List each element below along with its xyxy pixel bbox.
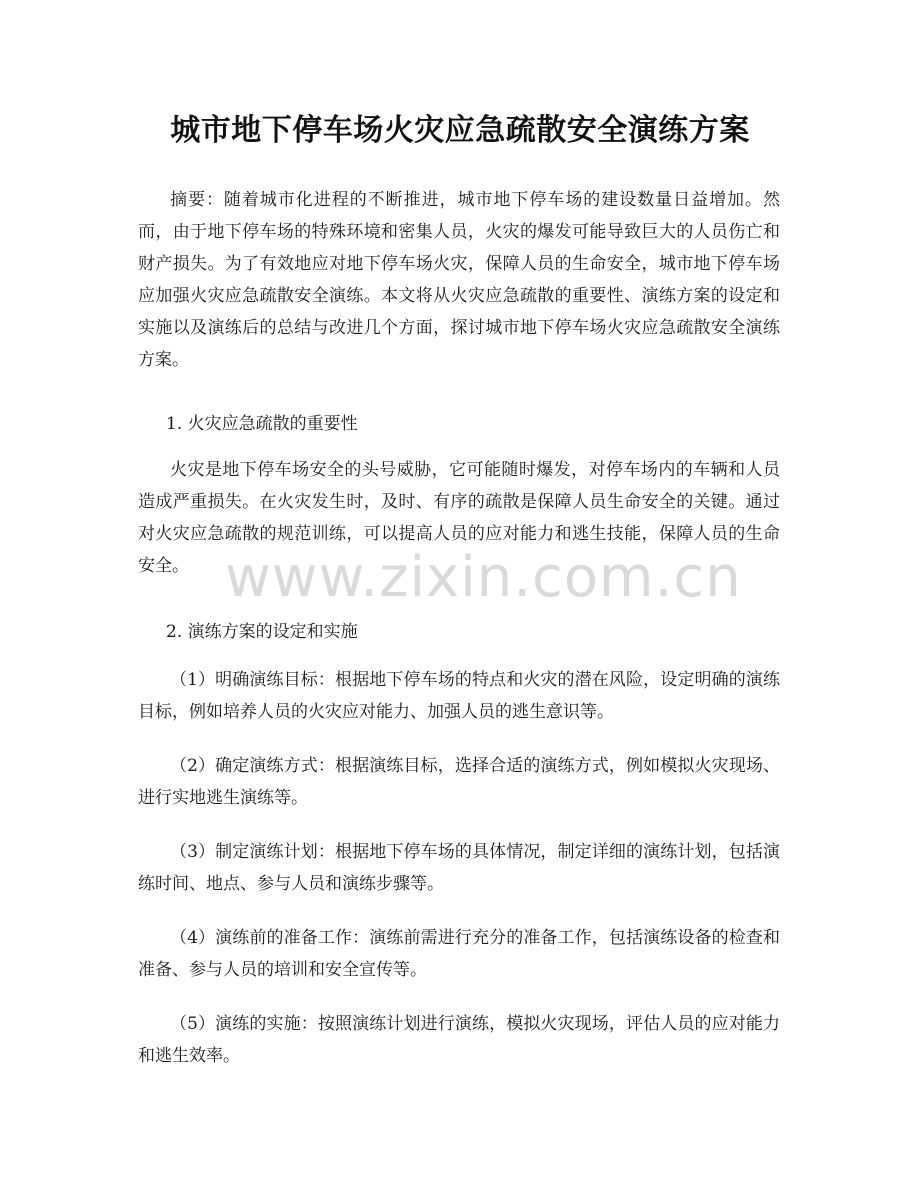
list-item-1: （1）明确演练目标：根据地下停车场的特点和火灾的潜在风险，设定明确的演练目标，例如培养人员的火灾应对能力、加强人员的逃生意识等。 bbox=[138, 670, 780, 722]
watermark-text: www.zixin.com.cn bbox=[225, 545, 742, 610]
section-1-heading: 1. 火灾应急疏散的重要性 bbox=[166, 414, 358, 434]
list-item-5: （5）演练的实施：按照演练计划进行演练，模拟火灾现场，评估人员的应对能力和逃生效率。 bbox=[138, 1014, 780, 1066]
abstract-paragraph: 摘要：随着城市化进程的不断推进，城市地下停车场的建设数量日益增加。然而，由于地下停车场的特殊环境和密集人员，火灾的爆发可能导致巨大的人员伤亡和财产损失。为了有效地应对地下停车场火灾，保障人员的生命安全，城市地下停车场应加强火灾应急疏散安全演练。本文将从火灾应急疏散的重要性、演练方案的设定和实施以及演练后的总结与改进几个方面，探讨城市地下停车场火灾应急疏散安全演练方案。 bbox=[138, 190, 780, 370]
list-item-4: （4）演练前的准备工作：演练前需进行充分的准备工作，包括演练设备的检查和准备、参与人员的培训和安全宣传等。 bbox=[138, 928, 780, 980]
list-item-2: （2）确定演练方式：根据演练目标，选择合适的演练方式，例如模拟火灾现场、进行实地逃生演练等。 bbox=[138, 756, 780, 808]
section-1-paragraph: 火灾是地下停车场安全的头号威胁，它可能随时爆发，对停车场内的车辆和人员造成严重损失。在火灾发生时，及时、有序的疏散是保障人员生命安全的关键。通过对火灾应急疏散的规范训练，可以提高人员的应对能力和逃生技能，保障人员的生命安全。 bbox=[138, 460, 780, 576]
document-title: 城市地下停车场火灾应急疏散安全演练方案 bbox=[170, 113, 750, 148]
list-item-3: （3）制定演练计划：根据地下停车场的具体情况，制定详细的演练计划，包括演练时间、地点、参与人员和演练步骤等。 bbox=[138, 842, 780, 894]
section-2-heading: 2. 演练方案的设定和实施 bbox=[166, 622, 358, 642]
